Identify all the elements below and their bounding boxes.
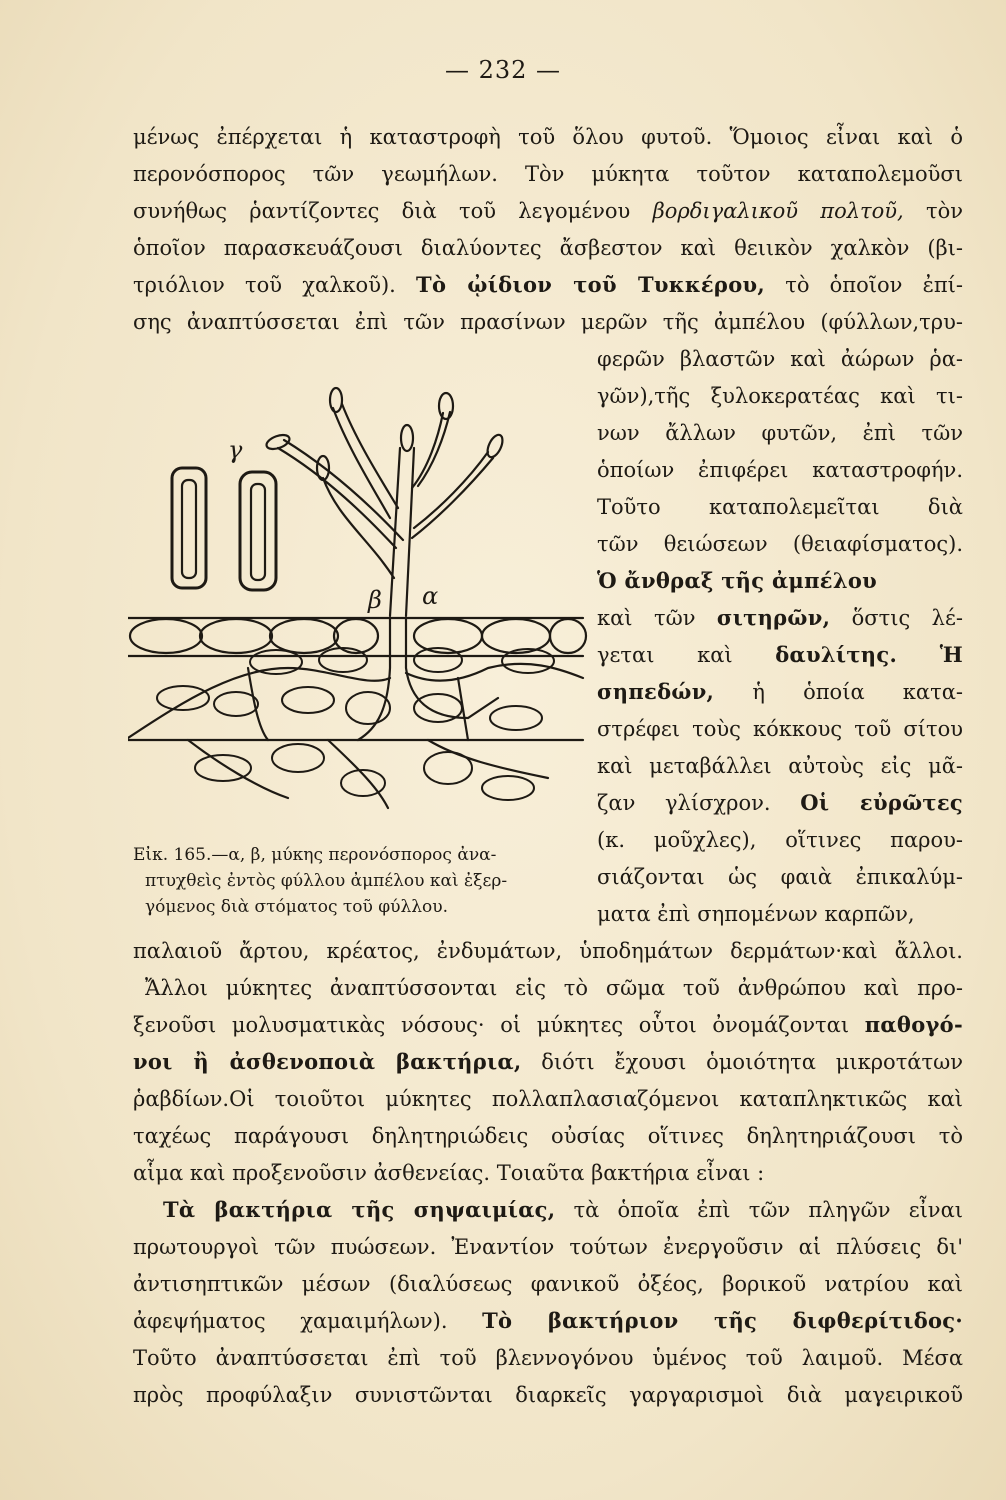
text-segment: ζαν γλίσχρον. <box>597 791 771 815</box>
bold-term: δαυλίτης. <box>775 642 898 667</box>
text-segment: τὸν <box>925 199 963 223</box>
text-line: ῥαβδίων.Οἱ τοιοῦτοι μύκητες πολλαπλασιαζόμενοι καταπληκτικῶς καὶ <box>133 1087 963 1111</box>
chloroplast <box>214 692 258 716</box>
tissue-line <box>428 740 548 778</box>
label-gamma: γ <box>228 436 243 464</box>
bold-term: σιτηρῶν, <box>716 605 831 630</box>
caption-line: πτυχθεὶς ἐντὸς φύλλου ἀμπέλου καὶ ἐξερ- <box>145 871 508 891</box>
text-segment: διότι ἔχουσι ὁμοιότητα μικροτάτων <box>541 1050 963 1074</box>
text-line: πρὸς προφύλαξιν συνιστῶνται διαρκεῖς γαργαρισμοὶ διὰ μαγειρικοῦ <box>133 1383 963 1407</box>
stoma-cell-right <box>240 472 276 590</box>
bold-term: Τὰ βακτήρια τῆς σηψαιμίας, <box>163 1197 556 1222</box>
text-line: γῶν),τῆς ξυλοκερατέας καὶ τι- <box>597 384 963 408</box>
text-line: αἷμα καὶ προξενοῦσιν ἀσθενείας. Τοιαῦτα βακτήρια εἶναι : <box>133 1161 765 1185</box>
chloroplasts <box>157 648 554 800</box>
spore <box>265 432 292 451</box>
text-line: περονόσπορος τῶν γεωμήλων. Τὸν μύκητα τοῦτον καταπολεμοῦσι <box>133 162 963 186</box>
bold-term: παθογό- <box>864 1012 963 1037</box>
text-line: ὁποῖον παρασκευάζουσι διαλύοντες ἄσβεστον καὶ θειικὸν χαλκὸν (βι- <box>133 236 963 260</box>
text-line: ἀντισηπτικῶν μέσων (διαλύσεως φανικοῦ ὀξέος, βορικοῦ νατρίου καὶ <box>133 1272 963 1296</box>
italic-term: βορδιγαλικοῦ πολτοῦ, <box>652 199 904 223</box>
text-line <box>133 1193 963 1227</box>
text-line: ταχέως παράγουσι δηλητηριώδεις οὐσίας οἵτινες δηλητηριάζουσι τὸ <box>133 1124 963 1148</box>
chloroplast <box>250 650 302 674</box>
text-line: σιάζονται ὡς φαιὰ ἐπικαλύμ- <box>597 865 963 889</box>
tissue-line <box>128 668 390 738</box>
text-line: Ἄλλοι μύκητες ἀναπτύσσονται εἰς τὸ σῶμα τοῦ ἀνθρώπου καὶ προ- <box>145 976 963 1000</box>
bold-term: Ὁ ἄνθραξ τῆς ἀμπέλου <box>597 568 878 593</box>
hypha-branch <box>323 478 394 578</box>
text-segment: καὶ τῶν <box>597 606 696 630</box>
tissue-line <box>188 740 288 798</box>
chloroplast <box>414 694 462 722</box>
chloroplast <box>319 648 367 672</box>
bold-term: Οἱ εὐρῶτες <box>800 790 963 815</box>
text-segment: τὸ ὁποῖον ἐπί- <box>785 273 963 297</box>
text-line: ματα ἐπὶ σηπομένων καρπῶν, <box>597 902 915 926</box>
bold-term: Ἡ <box>939 642 963 667</box>
tissue-line <box>458 678 468 740</box>
hypha-branch <box>333 408 390 518</box>
chloroplast <box>424 752 472 784</box>
text-line: πρωτουργοὶ τῶν πυώσεων. Ἐναντίον τούτων ἐνεργοῦσιν αἱ πλύσεις δι' <box>133 1235 963 1259</box>
epidermis-cell <box>550 619 586 653</box>
text-line <box>133 268 963 302</box>
epidermis-cell <box>414 619 482 653</box>
text-line: στρέφει τοὺς κόκκους τοῦ σίτου <box>597 717 963 741</box>
epidermis-cell <box>200 619 272 653</box>
text-line: σης ἀναπτύσσεται ἐπὶ τῶν πρασίνων μερῶν τῆς ἀμπέλου (φύλλων,τρυ- <box>133 310 963 334</box>
stoma-cell-left <box>172 468 206 588</box>
text-line: (κ. μοῦχλες), οἵτινες παρου- <box>597 828 963 852</box>
text-line <box>597 675 963 709</box>
hypha-branch <box>284 440 403 540</box>
text-line <box>597 564 963 598</box>
epidermis-cell <box>130 619 202 653</box>
text-line: Τοῦτο ἀναπτύσσεται ἐπὶ τοῦ βλεννογόνου ὑμένος τοῦ λαιμοῦ. Μέσα <box>133 1346 963 1370</box>
label-beta: β <box>368 586 382 614</box>
text-segment: ἀφεψήματος χαμαιμήλων). <box>133 1309 448 1333</box>
text-segment: τὰ ὁποῖα ἐπὶ τῶν πληγῶν εἶναι <box>573 1198 963 1222</box>
epidermis-cell <box>482 619 550 653</box>
text-segment: γεται καὶ <box>597 643 733 667</box>
figure-caption <box>133 842 573 920</box>
chloroplast <box>272 744 324 772</box>
bold-term: Τὸ ᾠίδιον τοῦ Τυκκέρου, <box>416 272 765 297</box>
hypha-trunk-right <box>406 448 414 616</box>
text-segment: ξενοῦσι μολυσματικὰς νόσους· οἱ μύκητες οὗτοι ὀνομάζονται <box>133 1013 850 1037</box>
text-segment: ὅστις λέ- <box>851 606 963 630</box>
text-line <box>597 638 963 672</box>
text-segment: ἡ ὁποία κατα- <box>752 680 963 704</box>
spore <box>484 433 505 460</box>
chloroplast <box>490 706 542 730</box>
hypha-branch <box>342 404 398 508</box>
text-line: τῶν θειώσεων (θειαφίσματος). <box>597 532 963 556</box>
spore <box>401 425 413 451</box>
caption-line: γόμενος διὰ στόματος τοῦ φύλλου. <box>145 897 449 917</box>
spore <box>439 393 453 419</box>
text-segment: συνήθως ῥαντίζοντες διὰ τοῦ λεγομένου <box>133 199 631 223</box>
chloroplast <box>157 686 209 710</box>
text-line: φερῶν βλαστῶν καὶ ἀώρων ῥα- <box>597 347 963 371</box>
stoma-slit-left <box>182 480 196 578</box>
page-number: — 232 — <box>444 56 562 84</box>
text-line: Τοῦτο καταπολεμεῖται διὰ <box>597 495 963 519</box>
fungus-illustration <box>128 368 588 818</box>
text-line: ὁποίων ἐπιφέρει καταστροφήν. <box>597 458 963 482</box>
text-line <box>597 601 963 635</box>
text-line <box>133 194 963 228</box>
chloroplast <box>482 776 534 800</box>
bold-term: σηπεδών, <box>597 679 715 704</box>
bold-term: νοι ἢ ἀσθενοποιὰ βακτήρια, <box>133 1049 522 1074</box>
chloroplast <box>195 755 251 781</box>
text-line: μένως ἐπέρχεται ἡ καταστροφὴ τοῦ ὅλου φυτοῦ. Ὅμοιος εἶναι καὶ ὁ <box>133 125 963 149</box>
text-line <box>597 786 963 820</box>
text-line <box>133 1304 963 1338</box>
label-alpha: α <box>422 582 439 610</box>
hypha-branch <box>414 452 488 528</box>
caption-line: Εἰκ. 165.—α, β, μύκης περονόσπορος ἀνα- <box>133 845 497 865</box>
text-line <box>133 1008 963 1042</box>
spore <box>330 388 342 412</box>
epidermis-cell <box>270 619 338 653</box>
text-line: παλαιοῦ ἄρτου, κρέατος, ἐνδυμάτων, ὑποδημάτων δερμάτων·καὶ ἄλλοι. <box>133 939 963 963</box>
text-line: καὶ μεταβάλλει αὐτοὺς εἰς μᾶ- <box>597 754 963 778</box>
bold-term: Τὸ βακτήριον τῆς διφθερίτιδος· <box>482 1308 963 1333</box>
stoma-slit-right <box>251 484 265 580</box>
text-line: νων ἄλλων φυτῶν, ἐπὶ τῶν <box>597 421 963 445</box>
text-segment: τριόλιον τοῦ χαλκοῦ). <box>133 273 396 297</box>
text-line <box>133 1045 963 1079</box>
chloroplast <box>282 687 334 713</box>
